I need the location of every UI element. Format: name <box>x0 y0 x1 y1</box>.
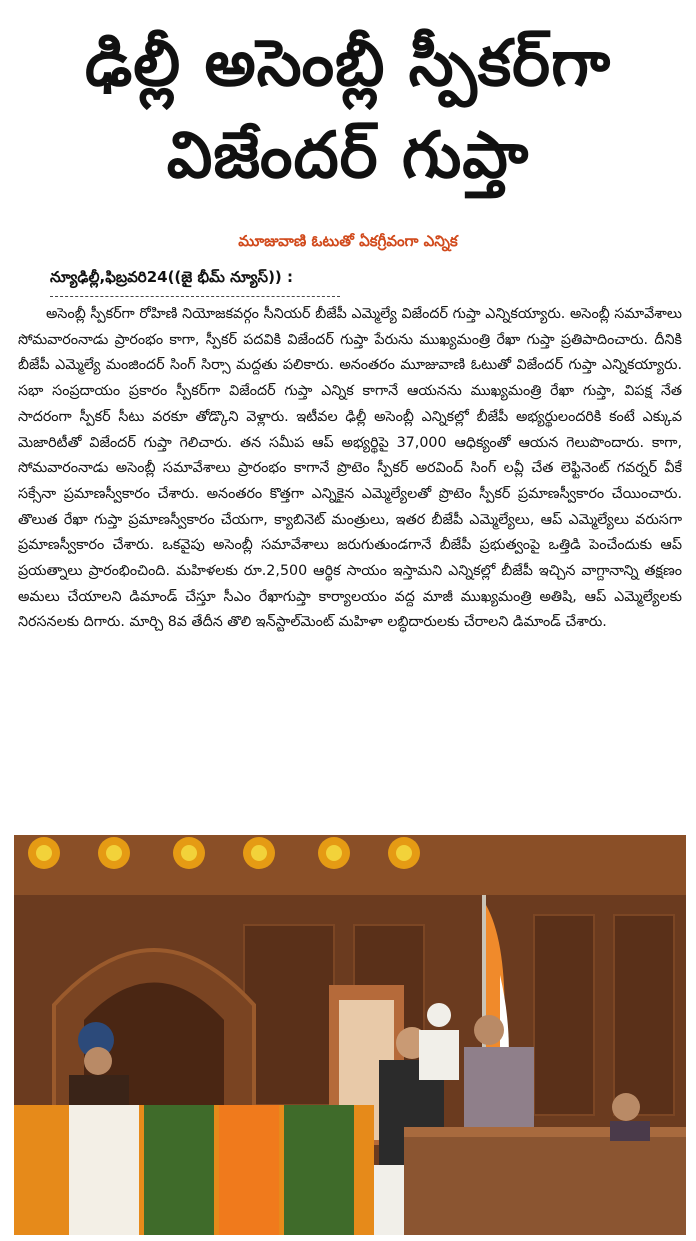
headline-line-2: విజేందర్ గుప్తా <box>166 119 530 193</box>
headline-line-1: ఢిల్లీ అసెంబ్లీ స్పీకర్‌గా <box>84 27 612 101</box>
dateline-divider <box>50 296 340 297</box>
subheadline: మూజువాణి ఓటుతో ఏకగ్రీవంగా ఎన్నిక <box>238 232 458 250</box>
assembly-photo <box>14 835 686 1235</box>
dateline: న్యూఢిల్లీ,ఫిబ్రవరి24((జై భీమ్ న్యూస్)) : <box>50 268 294 286</box>
headline <box>0 18 696 202</box>
article-body: అసెంబ్లీ స్పీకర్‌గా రోహిణి నియోజకవర్గం సీనియర్ బీజేపీ ఎమ్మెల్యే విజేందర్ గుప్తా ఎన్నికయ్యారు. అసెంబ్లీ సమావేశాలు సోమవారంనాడు ప్రారంభం కాగా, స్పీకర్ పదవికి విజేందర్ గుప్తా పేరును ముఖ్యమంత్రి రేఖా గుప్తా ప్రతిపాదించారు. దీనికి బీజేపీ ఎమ్మెల్యే మంజిందర్ సింగ్ సిర్సా మద్దతు పలికారు. అనంతరం మూజువాణి ఓటుతో విజేందర్ గుప్తా ఎన్నికయ్యారు. సభా సంప్రదాయం ప్రకారం స్పీకర్‌గా విజేందర్ గుప్తా ఎన్నిక కాగానే ఆయనను ముఖ్యమంత్రి రేఖా గుప్తా, విపక్ష నేత సాదరంగా స్పీకర్ సీటు వరకూ తోడ్కొని వెళ్లారు. ఇటీవల ఢిల్లీ అసెంబ్లీ ఎన్నికల్లో బీజేపీ అభ్యర్థులందరికి కంటే ఎక్కువ మెజారిటీతో విజేందర్ గుప్తా గెలిచారు. తన సమీప ఆప్ అభ్యర్థిపై 37,000 ఆధిక్యంతో ఆయన గెలుపొందారు. కాగా, సోమవారంనాడు అసెంబ్లీ సమావేశాలు ప్రారంభం కాగానే ప్రొటెం స్పీకర్ అరవింద్ సింగ్ లవ్లీ చేత లెఫ్టినెంట్ గవర్నర్ వీకే సక్సేనా ప్రమాణస్వీకారం చేశారు. అనంతరం కొత్తగా ఎన్నికైన ఎమ్మెల్యేలతో ప్రొటెం స్పీకర్ ప్రమాణస్వీకారం చేయించారు. తొలుత రేఖా గుప్తా ప్రమాణస్వీకారం చేయగా, క్యాబినెట్ మంత్రులు, ఇతర బీజేపీ ఎమ్మెల్యేలు, ఆప్ ఎమ్మెల్యేలు వరుసగా ప్రమాణస్వీకారం చేశారు. ఒకవైపు అసెంబ్లీ సమావేశాలు జరుగుతుండగానే బీజేపీ ప్రభుత్వంపై ఒత్తిడి పెంచేందుకు ఆప్ ప్రయత్నాలు ప్రారంభించింది. మహిళలకు రూ.2,500 ఆర్థిక సాయం ఇస్తామని ఎన్నికల్లో బీజేపీ ఇచ్చిన వాగ్దానాన్ని తక్షణం అమలు చేయాలని డిమాండ్ చేస్తూ సీఎం రేఖాగుప్తా కార్యాలయం వద్ద మాజీ ముఖ్యమంత్రి అతిషి, ఆప్ ఎమ్మెల్యేలకు నిరసనలకు దిగారు. మార్చి 8వ తేదీన తొలి ఇన్‌స్టాల్‌మెంట్ మహిళా లబ్ధిదారులకు చేరాలని డిమాండ్ చేశారు. <box>18 306 682 631</box>
